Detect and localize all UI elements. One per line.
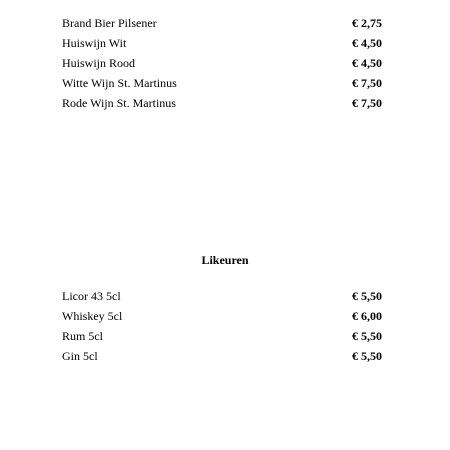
- item-price: € 7,50: [352, 96, 382, 110]
- drinks-list: [62, 13, 382, 113]
- menu-item: [62, 286, 382, 306]
- item-price: € 4,50: [352, 36, 382, 50]
- item-name: Licor 43 5cl: [62, 289, 121, 303]
- section-heading-likeuren: Likeuren: [201, 253, 249, 267]
- item-name: Gin 5cl: [62, 349, 98, 363]
- menu-item: [62, 33, 382, 53]
- item-name: Rode Wijn St. Martinus: [62, 96, 176, 110]
- liqueurs-list: [62, 286, 382, 366]
- item-price: € 4,50: [352, 56, 382, 70]
- item-price: € 6,00: [352, 309, 382, 323]
- item-name: Brand Bier Pilsener: [62, 16, 157, 30]
- item-price: € 5,50: [352, 329, 382, 343]
- item-price: € 7,50: [352, 76, 382, 90]
- item-price: € 5,50: [352, 349, 382, 363]
- item-name: Huiswijn Wit: [62, 36, 127, 50]
- menu-item: [62, 326, 382, 346]
- item-name: Huiswijn Rood: [62, 56, 136, 70]
- item-name: Witte Wijn St. Martinus: [62, 76, 177, 90]
- menu-item: [62, 73, 382, 93]
- item-name: Whiskey 5cl: [62, 309, 123, 323]
- item-price: € 5,50: [352, 289, 382, 303]
- menu-item: [62, 13, 382, 33]
- item-name: Rum 5cl: [62, 329, 103, 343]
- menu-item: [62, 53, 382, 73]
- menu-item: [62, 346, 382, 366]
- menu-item: [62, 306, 382, 326]
- item-price: € 2,75: [352, 16, 382, 30]
- menu-item: [62, 93, 382, 113]
